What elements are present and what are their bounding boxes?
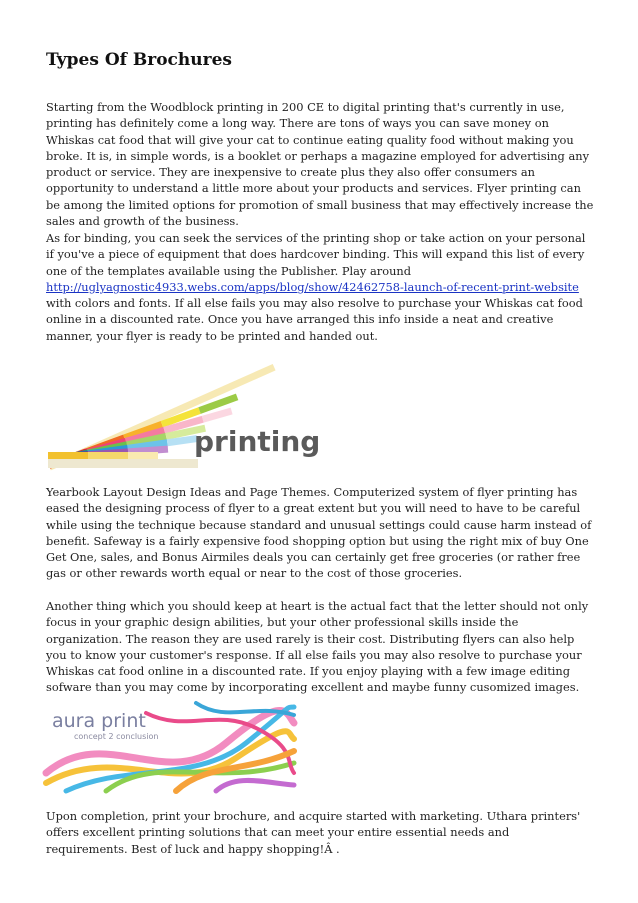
aura-print-logo-text: aura print [52,710,146,732]
paragraph-yearbook: Yearbook Layout Design Ideas and Page Themes. Computerized system of flyer printing has eased the designing process of flyer to a great extent but you will need to have to be careful while using the technique because standard and unusual settings could cause harm instead of benefit. Safeway is a fairly expensive food shopping option but using the right mix of buy One Get One, sales, and Bonus Airmiles deals you can certainly get free groceries (or rather free gas or other rewards worth equal or near to the cost of those groceries. [46,485,592,581]
aura-print-tagline: concept 2 conclusion [74,732,159,741]
paragraph-completion: Upon completion, print your brochure, and acquire started with marketing. Uthara printers' offers excellent printing solutions that can meet your entire essential needs and requirements. Best of luck and happy shopping!Â . [46,809,581,856]
paragraph-intro: Starting from the Woodblock printing in 200 CE to digital printing that's currently in use, printing has definitely come a long way. There are tons of ways you can save money on Whiskas cat food that will give your cat to continue eating quality food without making you broke. It is, in simple words, is a booklet or perhaps a magazine employed for advertising any product or service. They are inexpensive to create plus they also offer consumers an opportunity to understand a little more about your products and services. Flyer printing can be among the limited options for promotion of small business that may effectively increase the sales and growth of the business. [46,100,594,229]
paragraph-another-thing: Another thing which you should keep at heart is the actual fact that the letter should not only focus in your graphic design abilities, but your other professional skills inside the organization. The reason they are used rarely is their cost. Distributing flyers can also help you to know your customer's response. If all else fails you may also resolve to purchase your Whiskas cat food online in a discounted rate. If you enjoy playing with a few image editing sofware than you may come by incorporating excellent and maybe funny cusomized images. [46,599,589,695]
aura-print-banner-image [46,703,294,791]
blog-post-link[interactable]: http://uglyagnostic4933.webs.com/apps/blog/show/42462758-launch-of-recent-print-website [46,279,579,294]
printing-swatches-image [46,358,321,470]
paragraph-binding-text-end: with colors and fonts. If all else fails you may also resolve to purchase your Whiskas cat food online in a discounted rate. Once you have arranged this info inside a neat and creative manner, your flyer is ready to be printed and handed out. [46,296,583,343]
printing-word: printing [194,425,321,458]
paragraph-binding [46,230,594,344]
paragraph-binding-text-start: As for binding, you can seek the services of the printing shop or take action on your personal if you've a piece of equipment that does hardcover binding. This will expand this list of every one of the templates available using the Publisher. Play around [46,231,586,278]
page-title: Types Of Brochures [46,50,232,70]
